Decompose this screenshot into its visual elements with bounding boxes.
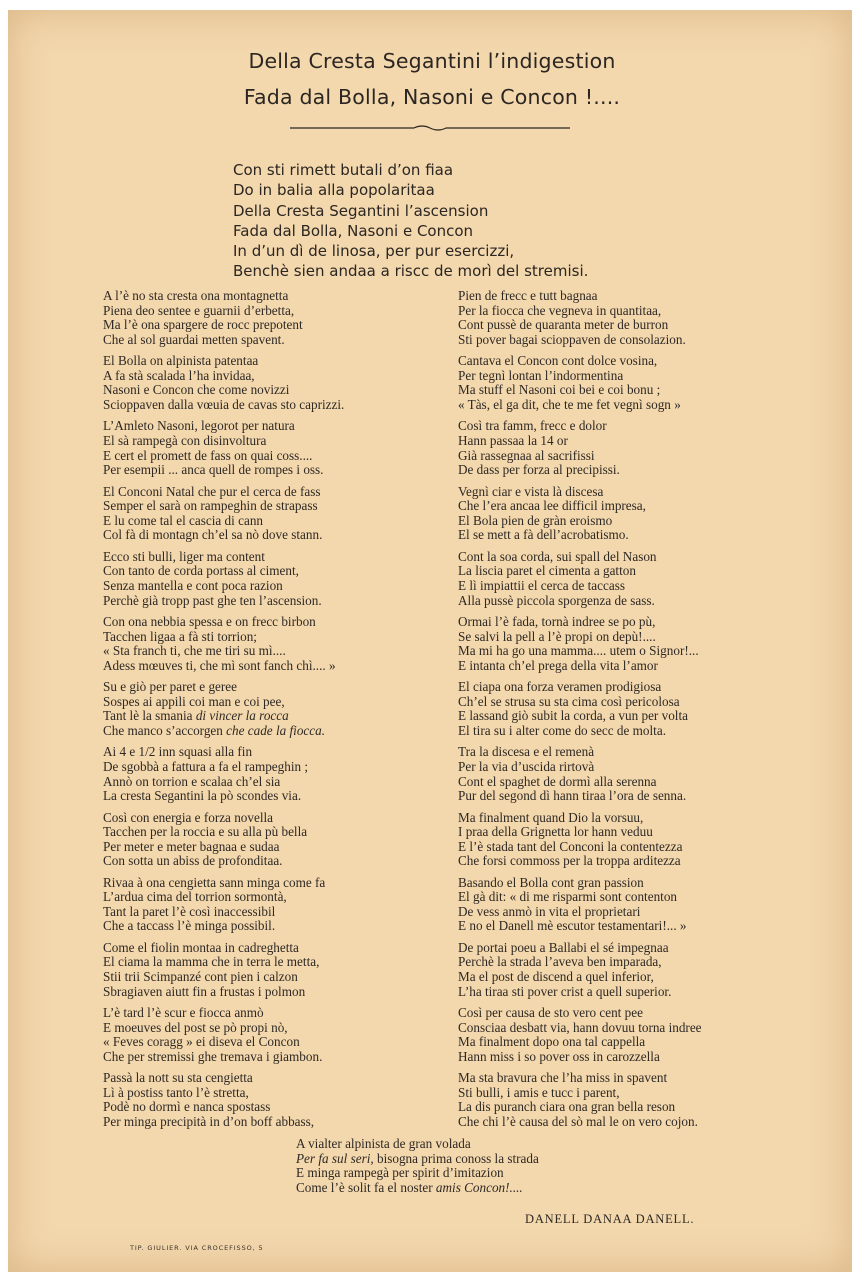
verse-line: Ma el post de discend a quel inferior, [458, 969, 654, 985]
verse-line: « Sta franch ti, che me tiri su mì.... [103, 643, 286, 659]
verse-line: Lì à postiss tanto l’è stretta, [103, 1084, 249, 1100]
verse-line: Ormai l’è fada, tornà indree se po pù, [458, 613, 656, 629]
stanza [103, 1006, 344, 1071]
intro-line: Con sti rimett butali d’on fiaa [233, 161, 454, 179]
verse-line: La liscia paret el cimenta a gatton [458, 563, 636, 579]
verse-line: Già rassegnaa al sacrifissi [458, 447, 595, 463]
verse-line: E l’è stada tant del Conconi la contentezza [458, 838, 683, 854]
intro-stanza [233, 160, 588, 282]
verse-line: Ma stuff el Nasoni coi bei e coi bonu ; [458, 382, 661, 398]
verse-line: E cert el promett de fass on quai coss.... [103, 447, 313, 463]
verse-line: Cont la soa corda, sui spall del Nason [458, 548, 657, 564]
verse-line: El gà dit: « di me risparmi sont contenton [458, 889, 678, 905]
stanza [458, 550, 702, 615]
verse-line: La dis puranch ciara ona gran bella reson [458, 1099, 676, 1115]
verse-line: Che manco s’accorgen che cade la fiocca. [103, 722, 326, 738]
verse-line: Piena deo sentee e guarnii d’erbetta, [103, 302, 295, 318]
verse-line: Hann passaa la 14 or [458, 432, 568, 448]
intro-line: Della Cresta Segantini l’ascension [233, 201, 489, 220]
verse-line: Annò on torrion e scalaa ch’el sia [103, 773, 281, 789]
stanza [458, 289, 702, 354]
verse-line: E lu come tal el cascia di cann [103, 512, 264, 528]
verse-line: Cantava el Concon cont dolce vosina, [458, 353, 658, 369]
verse-line: Ma finalment quand Dio la vorsuu, [458, 809, 644, 825]
closing-stanza [296, 1137, 539, 1195]
stanza [103, 811, 344, 876]
verse-line: El tira su i alter come do secc de molta. [458, 722, 666, 738]
verse-line: Podè no dormì e nanca spostass [103, 1099, 271, 1115]
verse-line: Per minga precipità in d’on boff abbass, [103, 1114, 315, 1130]
stanza [458, 680, 702, 745]
verse-line: Tant la paret l’è così inaccessibil [103, 903, 276, 919]
intro-line: Do in balia alla popolaritaa [233, 181, 435, 200]
intro-line: Fada dal Bolla, Nasoni e Concon [233, 221, 474, 240]
closing-line: A vialter alpinista de gran volada [296, 1136, 471, 1151]
verse-line: Su e giò per paret e geree [103, 679, 238, 695]
stanza [103, 550, 344, 615]
closing-line [296, 1152, 539, 1167]
stanza [103, 354, 344, 419]
verse-line: Che chi l’è causa del sò mal le on vero cojon. [458, 1114, 698, 1130]
stanza [458, 1071, 702, 1136]
verse-line: Con tanto de corda portass al ciment, [103, 563, 299, 579]
stanza [458, 745, 702, 810]
verse-line: Senza mantella e cont poca razion [103, 577, 283, 593]
verse-line: Per tegnì lontan l’indormentina [458, 367, 624, 383]
left-column [103, 289, 344, 1136]
verse-line: Sti bulli, i amis e tucc i parent, [458, 1084, 620, 1100]
verse-line: Scioppaven dalla vœuia de cavas sto caprizzi. [103, 396, 345, 412]
verse-line: Per esempii ... anca quell de rompes i oss. [103, 462, 324, 478]
verse-line: Ai 4 e 1/2 inn squasi alla fin [103, 744, 253, 760]
verse-line: Ma sta bravura che l’ha miss in spavent [458, 1070, 668, 1086]
verse-line: Perchè già tropp past ghe ten l’ascension. [103, 592, 322, 608]
closing-text: bisogna prima conoss la strada [373, 1150, 539, 1166]
verse-line: Tacchen per la roccia e su alla pù bella [103, 824, 308, 840]
verse-line: Come el fiolin montaa in cadreghetta [103, 939, 299, 955]
verse-line: Con ona nebbia spessa e on frecc birbon [103, 613, 316, 629]
stanza [103, 941, 344, 1006]
verse-line: Ch’el se strusa su sta cima così pericolosa [458, 693, 680, 709]
stanza [458, 615, 702, 680]
closing-line: E minga rampegà per spirit d’imitazion [296, 1165, 504, 1181]
verse-line: El sà rampegà con disinvoltura [103, 432, 267, 448]
verse-line: De dass per forza al precipissi. [458, 462, 620, 478]
verse-line: Ecco sti bulli, liger ma content [103, 548, 265, 564]
verse-line: Passà la nott su sta cengietta [103, 1070, 253, 1086]
verse-line: Stii trii Scimpanzé cont pien i calzon [103, 969, 298, 985]
title-line-1: Della Cresta Segantini l’indigestion [248, 49, 616, 73]
verse-line: « Tàs, el ga dit, che te me fet vegnì sogn » [458, 396, 681, 412]
stanza [103, 419, 344, 484]
verse-line: Tacchen ligaa a fà sti torrion; [103, 628, 257, 644]
verse-line: El Bola pien de gràn eroismo [458, 512, 613, 528]
verse-line: Così tra famm, frecc e dolor [458, 418, 607, 434]
verse-line: Nasoni e Concon che come novizzi [103, 382, 290, 398]
stanza [103, 485, 344, 550]
verse-line: Vegnì ciar e vista là discesa [458, 483, 604, 499]
stanza [458, 419, 702, 484]
verse-line: Hann miss i so pover oss in carozzella [458, 1048, 660, 1064]
verse-line: « Feves coragg » ei diseva el Concon [103, 1034, 300, 1050]
verse-line: A l’è no sta cresta ona montagnetta [103, 288, 289, 303]
verse-line: El se mett a fà dell’acrobatismo. [458, 527, 629, 543]
verse-line: Sti pover bagai scioppaven de consolazion. [458, 331, 686, 347]
stanza [103, 289, 344, 354]
verse-line: Per meter e meter bagnaa e sudaa [103, 838, 280, 854]
verse-line: Così per causa de sto vero cent pee [458, 1005, 643, 1021]
stanza [103, 745, 344, 810]
verse-line: Rivaa à ona cengietta sann minga come fa [103, 874, 326, 890]
verse-line: De vess anmò in vita el proprietari [458, 903, 641, 919]
printer-imprint: TIP. GIULIER. VIA CROCEFISSO, 5 [130, 1244, 264, 1252]
verse-line: Che a taccass l’è minga possibil. [103, 918, 276, 934]
verse-line: Sospes ai appili coi man e coi pee, [103, 693, 285, 709]
stanza [458, 941, 702, 1006]
closing-text: Come l’è solit fa el noster [296, 1179, 436, 1195]
signature: DANELL DANAA DANELL. [525, 1212, 695, 1226]
verse-line: De portai poeu a Ballabi el sé impegnaa [458, 939, 669, 955]
verse-line: E no el Danell mè escutor testamentari!... » [458, 918, 687, 934]
verse-line: Se salvi la pell a l’è propi on depù!.... [458, 628, 656, 644]
verse-line: E lassand giò subit la corda, a vun per volta [458, 708, 688, 724]
verse-line: Adess mœuves ti, che mì sont fanch chì.... » [103, 657, 336, 673]
verse-line: El ciama la mamma che in terra le metta, [103, 954, 320, 970]
verse-line: Pur del segond dì hann tiraa l’ora de senna. [458, 788, 687, 804]
title-line-2: Fada dal Bolla, Nasoni e Concon !.... [243, 85, 621, 109]
verse-line: Tra la discesa e el remenà [458, 744, 595, 760]
verse-line: Cont pussè de quaranta meter de burron [458, 317, 669, 333]
intro-line: Benchè sien andaa a riscc de morì del stremisi. [233, 262, 589, 281]
verse-line: Che per stremissi ghe tremava i giambon. [103, 1048, 323, 1064]
verse-line: Così con energia e forza novella [103, 809, 274, 825]
intro-line: In d’un dì de linosa, per pur esercizzi, [233, 242, 515, 261]
verse-line: L’è tard l’è scur e fiocca anmò [103, 1005, 264, 1021]
closing-line [296, 1181, 539, 1196]
stanza [103, 615, 344, 680]
verse-line: L’Amleto Nasoni, legorot per natura [103, 418, 295, 434]
stanza [458, 354, 702, 419]
verse-line: L’ardua cima del torrion sormontà, [103, 889, 287, 905]
verse-line: De sgobbà a fattura a fa el rampeghin ; [103, 758, 309, 774]
verse-line: Per la via d’uscida rirtovà [458, 758, 595, 774]
stanza [458, 811, 702, 876]
verse-line: Con sotta un abiss de profonditaa. [103, 853, 283, 869]
verse-line: La cresta Segantini la pò scondes via. [103, 788, 302, 804]
verse-line: El Bolla on alpinista patentaa [103, 353, 259, 369]
verse-line: Per la fiocca che vegneva in quantitaa, [458, 302, 662, 318]
verse-line: E intanta ch’el prega della vita l’amor [458, 657, 658, 673]
stanza [103, 876, 344, 941]
divider-ornament [290, 124, 570, 132]
verse-line: Pien de frecc e tutt bagnaa [458, 288, 598, 303]
verse-line: Cont el spaghet de dormì alla serenna [458, 773, 657, 789]
verse-line: El Conconi Natal che pur el cerca de fass [103, 483, 321, 499]
verse-line: Che al sol guardai metten spavent. [103, 331, 285, 347]
verse-line: E lì impiattii el cerca de taccass [458, 577, 625, 593]
verse-line: Tant lè la smania di vincer la rocca [103, 708, 289, 724]
verse-line: Ma l’è ona spargere de rocc prepotent [103, 317, 303, 333]
verse-line: Basando el Bolla cont gran passion [458, 874, 644, 890]
closing-italic: Per fa sul seri, [296, 1150, 374, 1166]
stanza [103, 680, 344, 745]
right-column [458, 289, 702, 1136]
verse-line: Alla pussè piccola sporgenza de sass. [458, 592, 655, 608]
stanza [458, 1006, 702, 1071]
stanza [458, 876, 702, 941]
verse-line: Perchè la strada l’aveva ben imparada, [458, 954, 662, 970]
verse-line: L’ha tiraa sti pover crist a quell superior. [458, 983, 672, 999]
verse-line: Che l’era ancaa lee difficil impresa, [458, 498, 646, 514]
verse-line: Consciaa desbatt via, hann dovuu torna indree [458, 1019, 702, 1035]
verse-line: Che forsi commoss per la troppa arditezza [458, 853, 681, 869]
verse-line: E moeuves del post se pò propi nò, [103, 1019, 288, 1035]
verse-line: Ma mi ha go una mamma.... utem o Signor!... [458, 643, 699, 659]
verse-line: A fa stà scalada l’ha invidaa, [103, 367, 255, 383]
verse-line: Ma finalment dopo ona tal cappella [458, 1034, 646, 1050]
verse-line: I praa della Grignetta lor hann veduu [458, 824, 653, 840]
verse-line: Semper el sarà on rampeghin de strapass [103, 498, 318, 514]
stanza [103, 1071, 344, 1136]
verse-line: El ciapa ona forza veramen prodigiosa [458, 679, 662, 695]
verse-line: Sbragiaven aiutt fin a frustas i polmon [103, 983, 306, 999]
stanza [458, 485, 702, 550]
verse-line: Col fà di montagn ch’el sa nò dove stann. [103, 527, 323, 543]
closing-italic: amis Concon!.... [435, 1179, 523, 1195]
